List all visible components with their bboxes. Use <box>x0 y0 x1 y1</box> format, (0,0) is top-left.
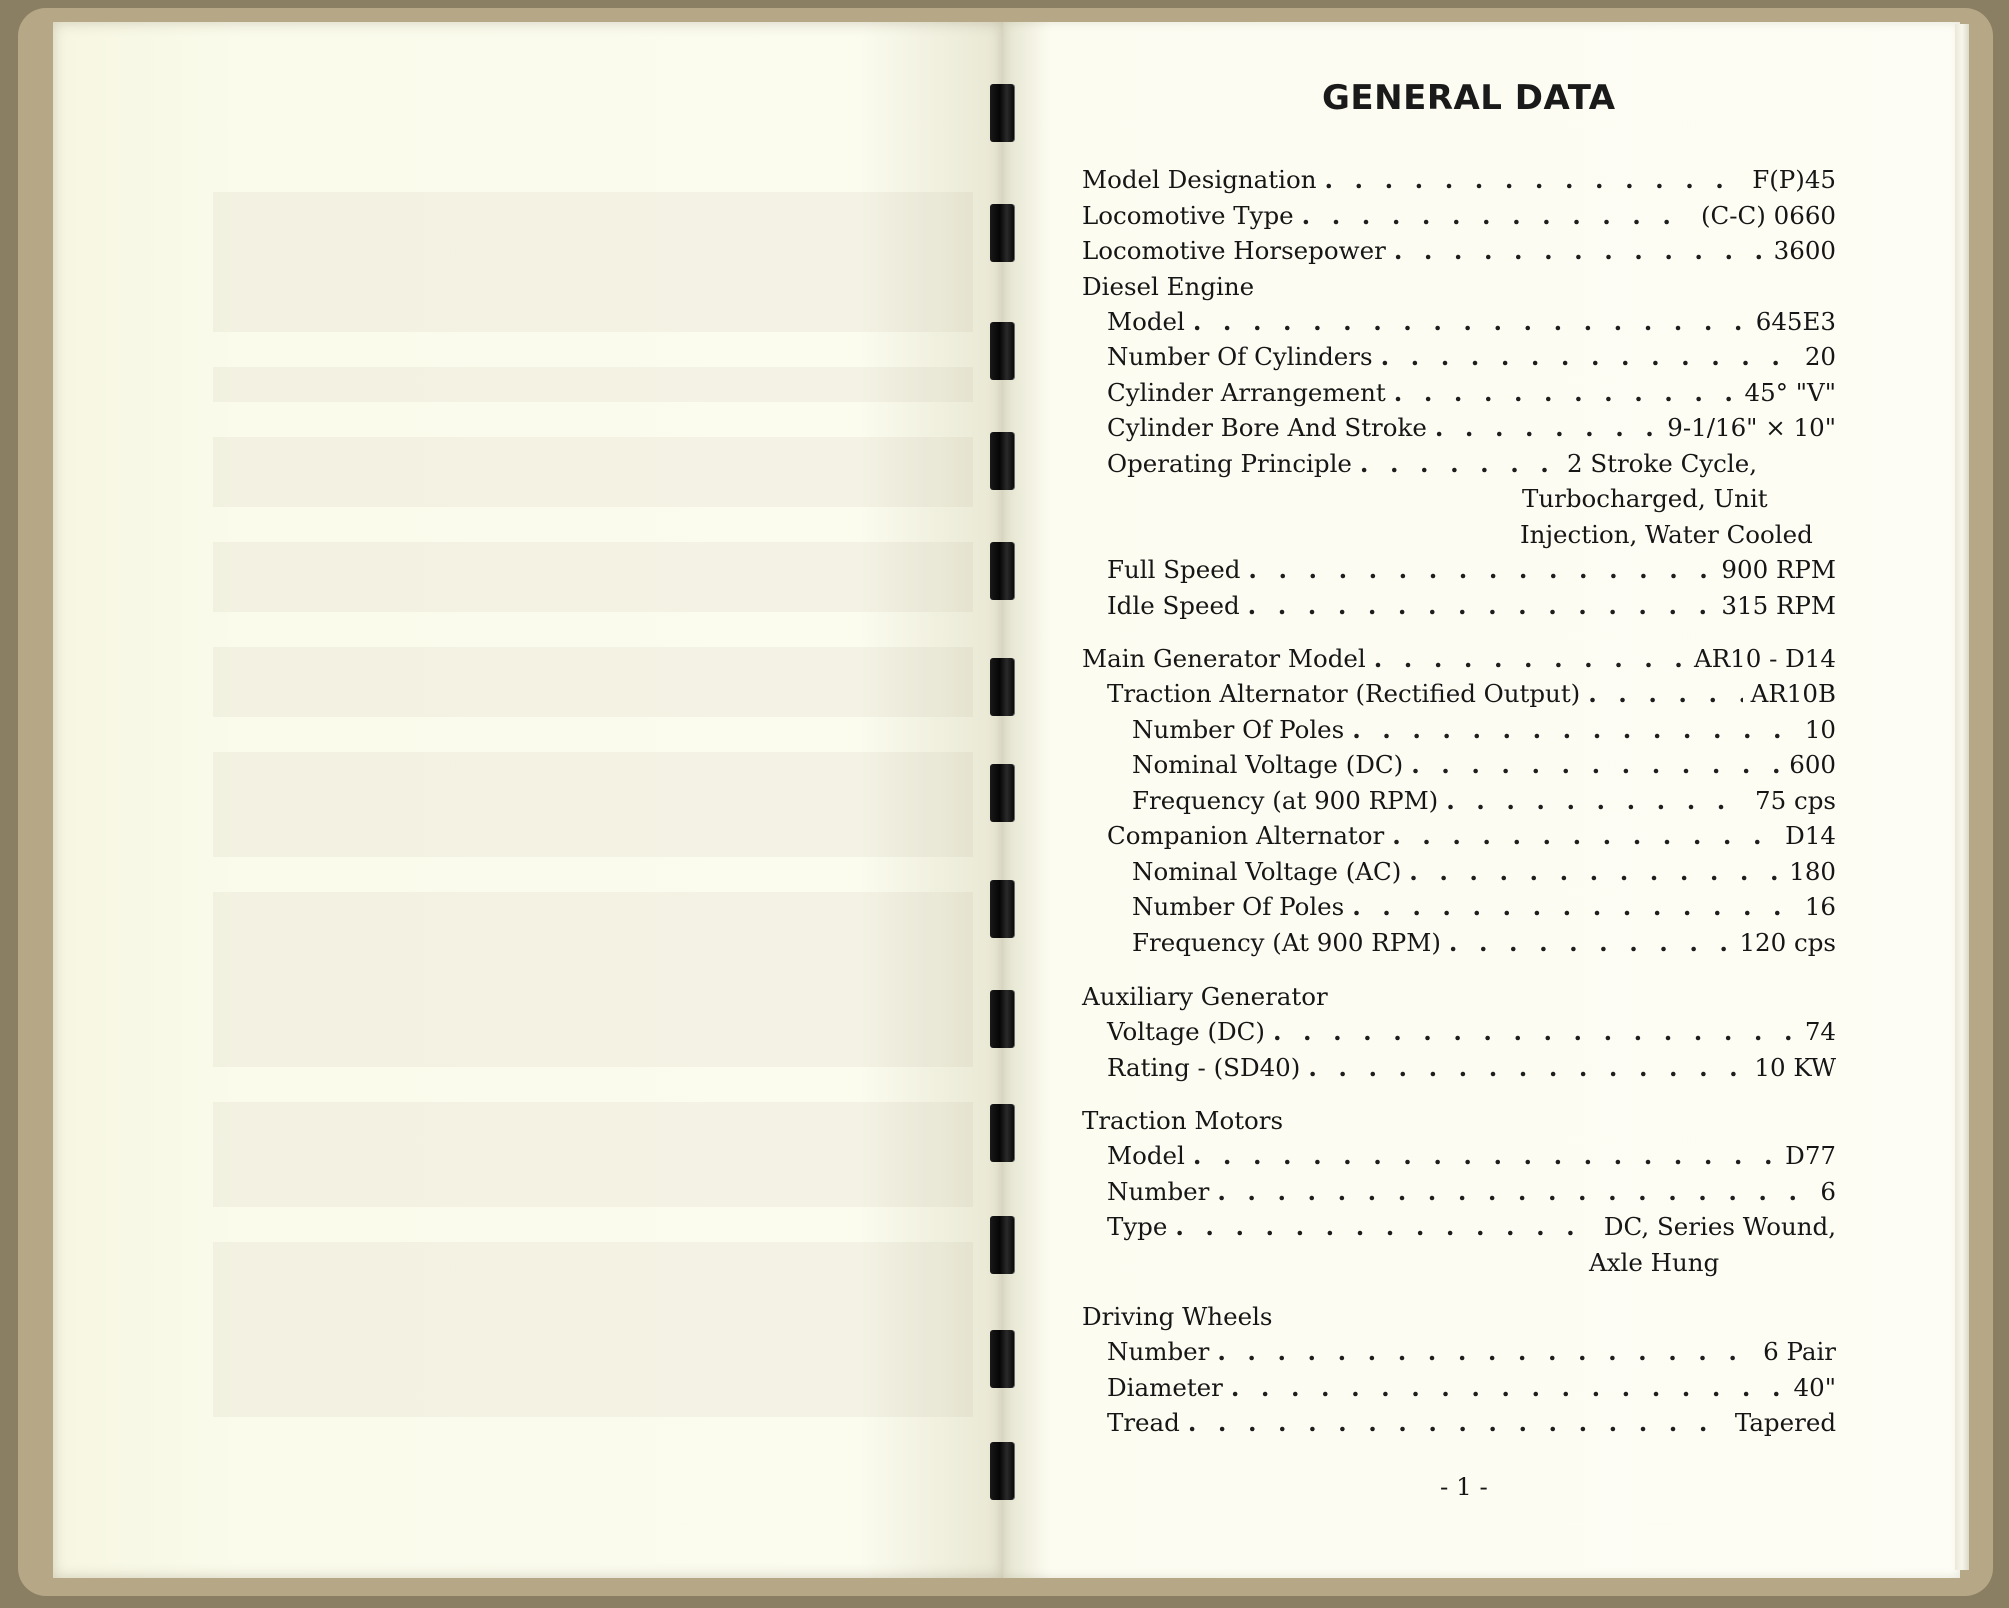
leader-dots <box>1449 926 1732 960</box>
section-heading: Diesel Engine <box>1082 272 1255 301</box>
spec-label: Voltage (DC) <box>1107 1017 1265 1046</box>
spec-value: Tapered <box>1734 1408 1836 1437</box>
spec-value-continued: Turbocharged, Unit <box>1522 484 1768 513</box>
leader-dots <box>1217 1175 1812 1209</box>
spec-label: Operating Principle <box>1107 449 1352 478</box>
spec-value: 40" <box>1793 1373 1836 1402</box>
spec-row <box>1107 1015 1836 1049</box>
spec-row <box>1107 1335 1836 1369</box>
spec-label: Locomotive Horsepower <box>1082 236 1386 265</box>
spec-label: Full Speed <box>1107 555 1241 584</box>
leader-dots <box>1175 1210 1596 1244</box>
spec-label: Frequency (At 900 RPM) <box>1132 928 1441 957</box>
spec-value: 16 <box>1804 892 1836 921</box>
leader-dots <box>1394 234 1766 268</box>
spec-row <box>1107 1139 1836 1173</box>
spec-label: Model <box>1107 1141 1185 1170</box>
spec-value: 645E3 <box>1755 307 1836 336</box>
spec-value: 3600 <box>1773 236 1836 265</box>
leader-dots <box>1324 163 1744 197</box>
spec-value: 45° "V" <box>1744 378 1836 407</box>
spec-value-continued: Axle Hung <box>1589 1248 1720 1277</box>
spec-row <box>1107 589 1836 623</box>
leader-dots <box>1394 376 1737 410</box>
spec-row <box>1132 784 1836 818</box>
spec-label: Companion Alternator <box>1107 821 1385 850</box>
leader-dots <box>1446 784 1747 818</box>
leader-dots <box>1193 305 1748 339</box>
spec-label: Nominal Voltage (DC) <box>1132 750 1404 779</box>
leader-dots <box>1352 713 1797 747</box>
spec-row <box>1107 411 1836 445</box>
spec-row <box>1107 553 1836 587</box>
spec-value-continued: Injection, Water Cooled <box>1520 520 1813 549</box>
spec-value: 315 RPM <box>1721 591 1836 620</box>
section-heading: Traction Motors <box>1082 1106 1284 1135</box>
spec-value: 10 KW <box>1754 1053 1836 1082</box>
spec-row <box>1107 1051 1836 1085</box>
spec-row <box>1107 819 1836 853</box>
leader-dots <box>1435 411 1659 445</box>
spec-value: D77 <box>1785 1141 1836 1170</box>
spec-value: AR10 - D14 <box>1694 644 1836 673</box>
spec-value: 600 <box>1789 750 1836 779</box>
spec-row <box>1107 447 1757 481</box>
leader-dots <box>1273 1015 1797 1049</box>
spec-label: Frequency (at 900 RPM) <box>1132 786 1439 815</box>
leader-dots <box>1248 553 1713 587</box>
spec-row <box>1107 1406 1836 1440</box>
spec-label: Type <box>1107 1212 1168 1241</box>
spec-label: Model Designation <box>1082 165 1317 194</box>
leader-dots <box>1248 589 1714 623</box>
section-heading: Auxiliary Generator <box>1082 982 1328 1011</box>
leader-dots <box>1381 340 1797 374</box>
spec-row <box>1107 1210 1836 1244</box>
spec-row <box>1082 199 1836 233</box>
leader-dots <box>1231 1371 1786 1405</box>
leader-dots <box>1588 677 1742 711</box>
spec-row <box>1107 677 1836 711</box>
spec-value: 180 <box>1789 857 1836 886</box>
spec-value: 120 cps <box>1739 928 1836 957</box>
spec-label: Number Of Poles <box>1132 715 1345 744</box>
spec-value: 20 <box>1804 342 1836 371</box>
spec-value: 900 RPM <box>1721 555 1836 584</box>
section-heading: Driving Wheels <box>1082 1302 1273 1331</box>
spec-label: Cylinder Arrangement <box>1107 378 1386 407</box>
leader-dots <box>1374 642 1686 676</box>
spec-value: 9-1/16" × 10" <box>1667 413 1836 442</box>
spec-row <box>1082 642 1836 676</box>
spec-value: (C-C) 0660 <box>1700 201 1836 230</box>
spec-label: Main Generator Model <box>1082 644 1366 673</box>
spec-value: 75 cps <box>1755 786 1836 815</box>
spec-row <box>1132 890 1836 924</box>
spec-row <box>1107 340 1836 374</box>
leader-dots <box>1302 199 1693 233</box>
spec-value: 6 Pair <box>1763 1337 1836 1366</box>
spec-label: Locomotive Type <box>1082 201 1294 230</box>
spec-row <box>1107 1371 1836 1405</box>
spec-label: Rating - (SD40) <box>1107 1053 1301 1082</box>
spec-row <box>1132 748 1836 782</box>
leader-dots <box>1217 1335 1755 1369</box>
spec-label: Number <box>1107 1177 1210 1206</box>
spec-value: 74 <box>1804 1017 1836 1046</box>
leader-dots <box>1193 1139 1777 1173</box>
leader-dots <box>1352 890 1797 924</box>
spec-row <box>1132 855 1836 889</box>
spec-label: Number Of Poles <box>1132 892 1345 921</box>
leader-dots <box>1409 855 1781 889</box>
spec-row <box>1107 376 1836 410</box>
page-title: GENERAL DATA <box>1322 78 1616 118</box>
spec-value: 6 <box>1820 1177 1836 1206</box>
spec-row <box>1082 234 1836 268</box>
leader-dots <box>1392 819 1777 853</box>
spec-label: Cylinder Bore And Stroke <box>1107 413 1427 442</box>
spec-label: Diameter <box>1107 1373 1223 1402</box>
spec-label: Traction Alternator (Rectified Output) <box>1107 679 1581 708</box>
page-number: - 1 - <box>1440 1472 1488 1501</box>
spec-row <box>1132 926 1836 960</box>
spec-value: D14 <box>1785 821 1836 850</box>
spec-label: Tread <box>1107 1408 1180 1437</box>
spec-label: Number Of Cylinders <box>1107 342 1373 371</box>
leader-dots <box>1308 1051 1746 1085</box>
spec-row <box>1107 1175 1836 1209</box>
spec-label: Model <box>1107 307 1185 336</box>
leader-dots <box>1188 1406 1727 1440</box>
spec-row <box>1132 713 1836 747</box>
spec-value: 2 Stroke Cycle, <box>1566 449 1757 478</box>
spec-label: Number <box>1107 1337 1210 1366</box>
spec-row <box>1107 305 1836 339</box>
spec-label: Nominal Voltage (AC) <box>1132 857 1402 886</box>
leader-dots <box>1411 748 1781 782</box>
spec-label: Idle Speed <box>1107 591 1240 620</box>
spec-value: F(P)45 <box>1752 165 1836 194</box>
spec-value: 10 <box>1804 715 1836 744</box>
leader-dots <box>1360 447 1559 481</box>
spec-value: AR10B <box>1750 679 1836 708</box>
spec-value: DC, Series Wound, <box>1603 1212 1836 1241</box>
spec-row <box>1082 163 1836 197</box>
